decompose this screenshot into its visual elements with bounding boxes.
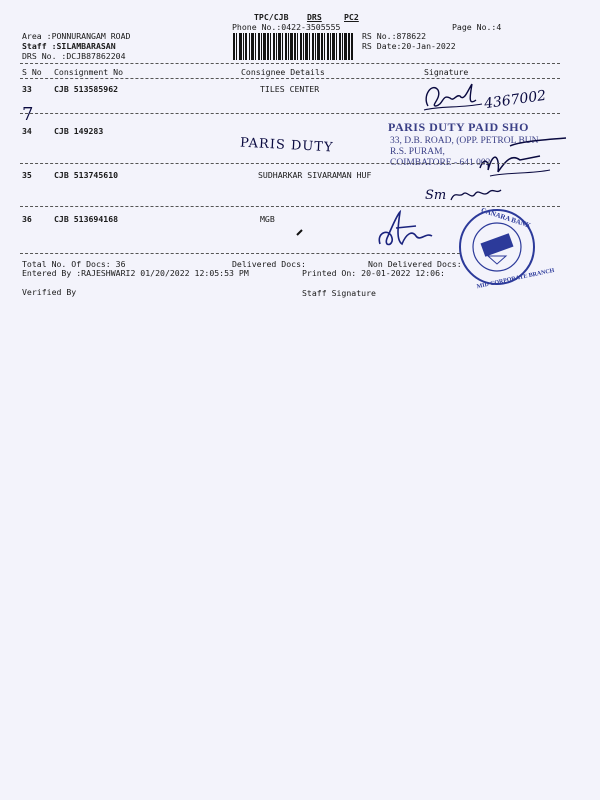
- handwritten-initials: Sm: [425, 188, 447, 203]
- row-sno: 34: [22, 126, 32, 136]
- handwritten-consignee: PARIS DUTY: [239, 135, 334, 156]
- stamp-paris-name: PARIS DUTY PAID SHO: [388, 120, 529, 134]
- col-sno: S No: [22, 67, 42, 77]
- divider: [20, 163, 560, 164]
- rs-date: RS Date:20-Jan-2022: [362, 41, 456, 51]
- doc-title-left: TPC/CJB: [254, 12, 289, 22]
- divider: [20, 113, 560, 114]
- divider: [20, 63, 560, 64]
- col-consignment: Consignment No: [54, 67, 124, 77]
- stamp-paris-city: COIMBATORE - 641 002: [390, 158, 491, 168]
- row-consignment: CJB 149283: [54, 126, 104, 136]
- stamp-paris-area: R.S. PURAM,: [390, 147, 445, 157]
- rs-number: RS No.:878622: [362, 31, 427, 41]
- signature-row36: [372, 208, 452, 256]
- non-delivered-docs: Non Delivered Docs:: [368, 259, 462, 269]
- divider: [20, 206, 560, 207]
- row-sno: 35: [22, 170, 32, 180]
- doc-title-right: PC2: [344, 12, 359, 22]
- doc-title-mid: DRS: [307, 12, 322, 22]
- phone-number: Phone No.:0422-3505555: [232, 22, 341, 32]
- canara-bank-branch: MID CORPORATE BRANCH: [476, 267, 555, 291]
- canara-bank-name: CANARA BANK: [480, 206, 532, 230]
- page-number: Page No.:4: [452, 22, 502, 32]
- row-consignee: TILES CENTER: [260, 84, 320, 94]
- row-consignment: CJB 513745610: [54, 170, 119, 180]
- handwritten-mark: 7: [22, 104, 34, 125]
- delivered-docs: Delivered Docs:: [232, 259, 306, 269]
- row-consignment: CJB 513585962: [54, 84, 119, 94]
- staff-label: Staff :SILAMBARASAN: [22, 41, 116, 51]
- col-signature: Signature: [424, 67, 469, 77]
- row-consignee: MGB: [260, 214, 275, 224]
- signature-row35: [445, 182, 505, 206]
- signature-row34: [470, 138, 570, 180]
- row-consignment: CJB 513694168: [54, 214, 119, 224]
- ink-dot: [296, 228, 304, 236]
- entered-by: Entered By :RAJESHWARI2 01/20/2022 12:05:53 PM: [22, 268, 249, 278]
- row-consignee: SUDHARKAR SIVARAMAN HUF: [258, 170, 372, 180]
- col-consignee: Consignee Details: [241, 67, 325, 77]
- signature-row33: [420, 76, 490, 116]
- staff-signature: Staff Signature: [302, 288, 376, 298]
- printed-on: Printed On: 20-01-2022 12:06:: [302, 268, 445, 278]
- total-docs: Total No. Of Docs: 36: [22, 259, 126, 269]
- row-sno: 36: [22, 214, 32, 224]
- row-sno: 33: [22, 84, 32, 94]
- verified-by: Verified By: [22, 287, 77, 297]
- area-label: Area :PONNURANGAM ROAD: [22, 31, 131, 41]
- drs-number: DRS No. :DCJB87862204: [22, 51, 126, 61]
- stamp-paris-address: 33, D.B. ROAD, (OPP. PETROL BUN: [390, 136, 539, 146]
- handwritten-number: 4367002: [483, 87, 548, 113]
- divider: [20, 253, 460, 254]
- barcode: [232, 33, 354, 60]
